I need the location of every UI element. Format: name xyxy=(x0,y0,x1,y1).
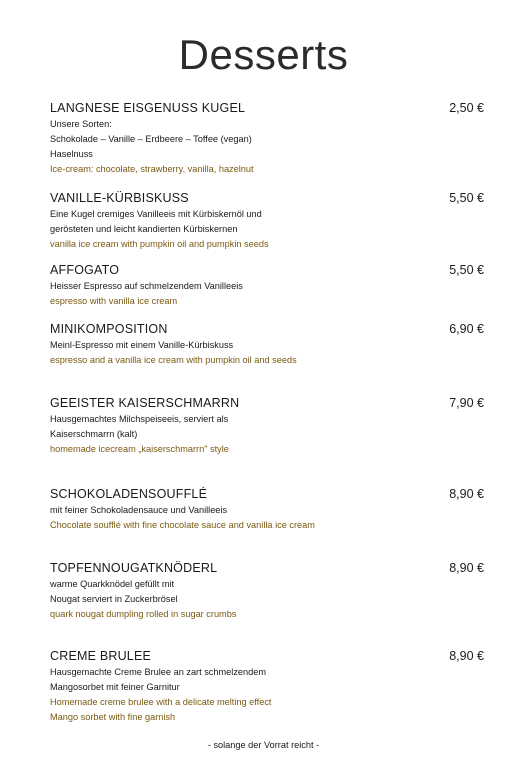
description-line: Haselnuss xyxy=(50,149,93,159)
description-line: Kaiserschmarrn (kalt) xyxy=(50,429,138,439)
item-description xyxy=(50,279,490,309)
description-line: Nougat serviert in Zuckerbrösel xyxy=(50,594,178,604)
item-price: 5,50 € xyxy=(449,263,484,277)
description-line-english: quark nougat dumpling rolled in sugar crumbs xyxy=(50,609,237,619)
description-line-english: vanilla ice cream with pumpkin oil and pumpkin seeds xyxy=(50,239,269,249)
description-line: Eine Kugel cremiges Vanilleeis mit Kürbiskernöl und xyxy=(50,209,262,219)
item-price: 8,90 € xyxy=(449,561,484,575)
menu-item-minikomposition xyxy=(50,321,490,368)
availability-note: - solange der Vorrat reicht - xyxy=(207,740,320,750)
description-line: Unsere Sorten: xyxy=(50,119,112,129)
description-line: Meinl-Espresso mit einem Vanille-Kürbiskuss xyxy=(50,340,234,350)
description-line-english: Homemade creme brulee with a delicate melting effect xyxy=(50,697,272,707)
menu-item-langnese xyxy=(50,100,490,177)
description-line: Hausgemachte Creme Brulee an zart schmelzendem xyxy=(50,667,267,677)
item-price: 2,50 € xyxy=(449,101,484,115)
page-title: Desserts xyxy=(178,31,349,78)
item-price: 8,90 € xyxy=(449,487,484,501)
item-name: TOPFENNOUGATKNÖDERL xyxy=(50,561,218,575)
description-line: warme Quarkknödel gefüllt mit xyxy=(50,579,175,589)
item-name: AFFOGATO xyxy=(50,263,120,277)
description-line-english: homemade icecream „kaiserschmarrn" style xyxy=(50,444,229,454)
item-price: 6,90 € xyxy=(449,322,484,336)
menu-item-schokoladensouffle xyxy=(50,486,490,533)
description-line: Schokolade – Vanille – Erdbeere – Toffee (vegan) xyxy=(50,134,252,144)
menu-item-topfennougatknoederl xyxy=(50,560,490,622)
description-line-english: Chocolate soufflé with fine chocolate sauce and vanilla ice cream xyxy=(50,520,315,530)
menu-item-geeister-kaiserschmarrn xyxy=(50,395,490,457)
item-description xyxy=(50,577,490,622)
item-price: 8,90 € xyxy=(449,649,484,663)
item-name: SCHOKOLADENSOUFFLÉ xyxy=(50,487,208,501)
description-line: gerösteten und leicht kandierten Kürbiskernen xyxy=(50,224,238,234)
item-name: VANILLE-KÜRBISKUSS xyxy=(50,191,189,205)
item-price: 5,50 € xyxy=(449,191,484,205)
item-description xyxy=(50,412,490,457)
item-description xyxy=(50,665,490,725)
menu-item-affogato xyxy=(50,262,490,309)
description-line-english: Mango sorbet with fine garnish xyxy=(50,712,176,722)
description-line: mit feiner Schokoladensauce und Vanilleeis xyxy=(50,505,228,515)
item-description xyxy=(50,207,490,252)
description-line: Hausgemachtes Milchspeiseeis, serviert als xyxy=(50,414,229,424)
item-description xyxy=(50,503,490,533)
item-description xyxy=(50,338,490,368)
description-line: Mangosorbet mit feiner Garnitur xyxy=(50,682,180,692)
description-line-english: espresso and a vanilla ice cream with pumpkin oil and seeds xyxy=(50,355,297,365)
item-name: LANGNESE EISGENUSS KUGEL xyxy=(50,101,246,115)
description-line-english: espresso with vanilla ice cream xyxy=(50,296,178,306)
menu-item-creme-brulee xyxy=(50,648,490,725)
menu-item-vanille-kuerbiskuss xyxy=(50,190,490,252)
description-line-english: Ice-cream: chocolate, strawberry, vanilla, hazelnut xyxy=(50,164,254,174)
item-name: CREME BRULEE xyxy=(50,649,152,663)
description-line: Heisser Espresso auf schmelzendem Vanilleeis xyxy=(50,281,243,291)
item-price: 7,90 € xyxy=(449,396,484,410)
item-name: MINIKOMPOSITION xyxy=(50,322,168,336)
item-name: GEEISTER KAISERSCHMARRN xyxy=(50,396,240,410)
item-description xyxy=(50,117,490,177)
